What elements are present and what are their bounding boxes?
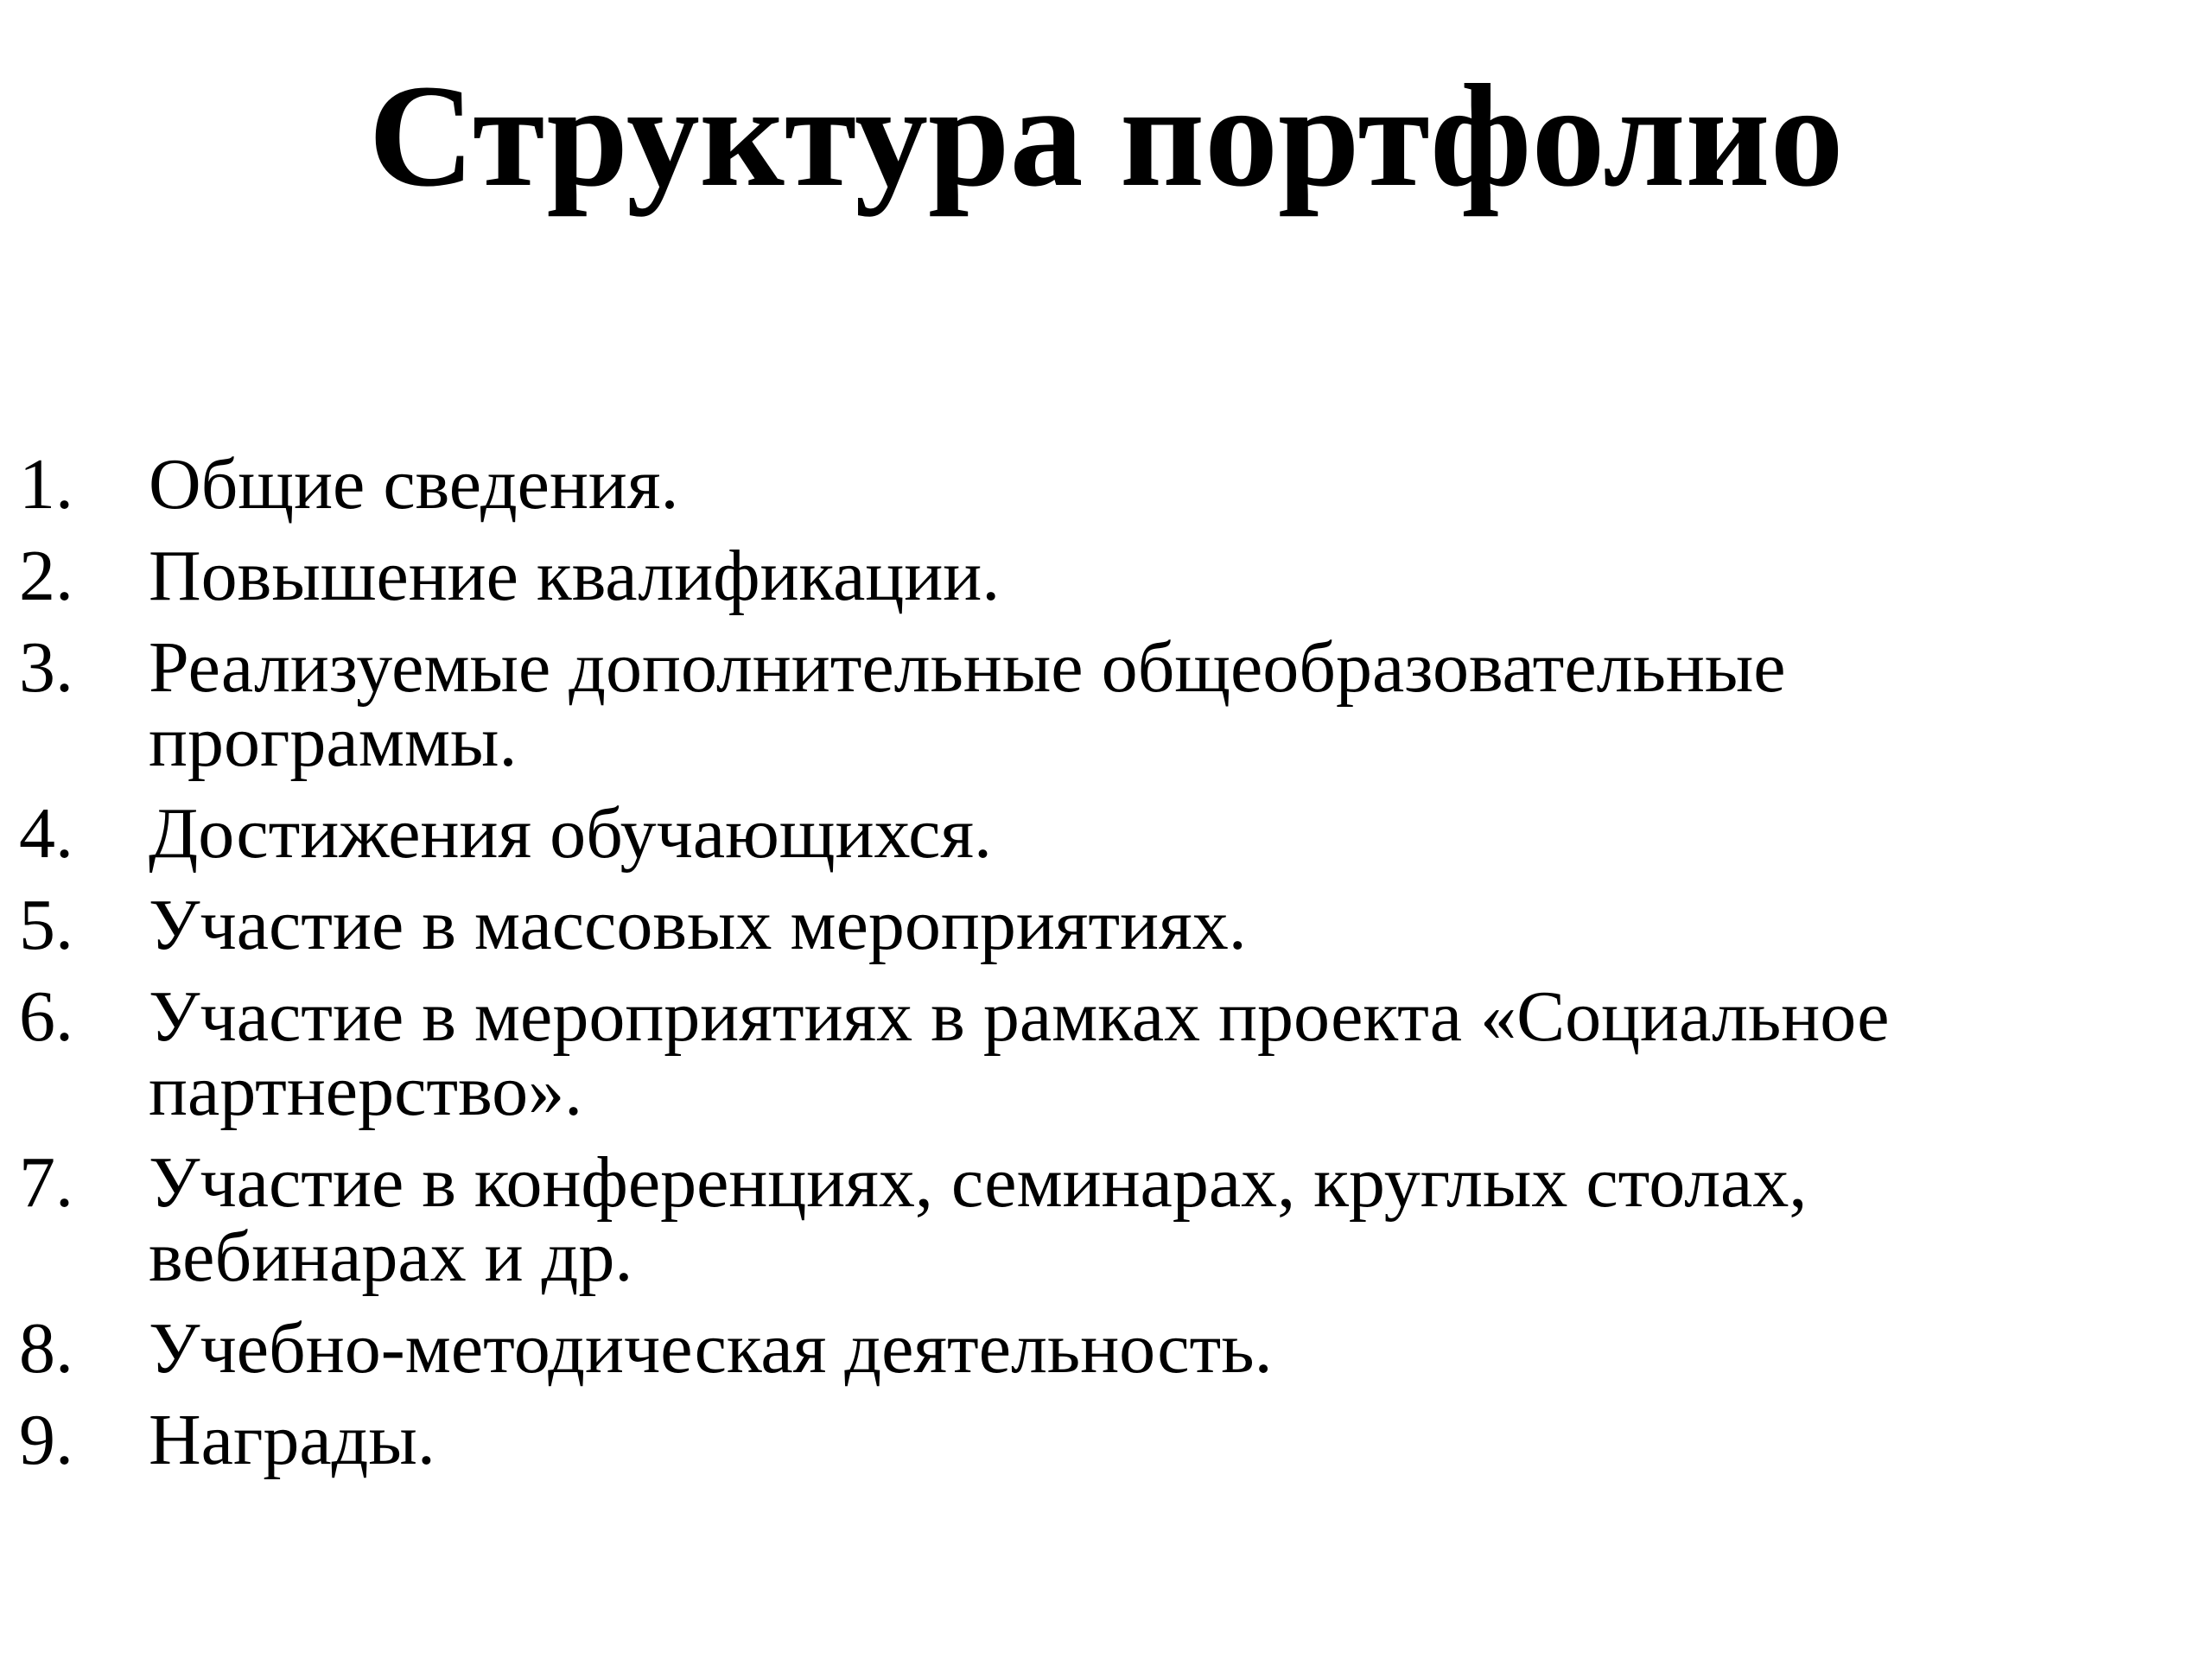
list-item-number: 8.: [19, 1308, 73, 1389]
list-item-text: Учебно-методическая деятельность.: [149, 1308, 1273, 1389]
list-item-number: 2.: [19, 536, 73, 616]
list-item-text: Достижения обучающихся.: [149, 793, 993, 874]
list-item-text: Награды.: [149, 1400, 435, 1480]
list-item: [19, 1142, 2127, 1297]
list-item-text: Общие сведения.: [149, 444, 679, 524]
list-item-text: Реализуемые дополнительные общеобразовательные программы.: [149, 627, 1786, 782]
list-item-number: 4.: [19, 793, 73, 874]
list-item-number: 7.: [19, 1142, 73, 1223]
list-item-text: Повышение квалификации.: [149, 536, 1001, 616]
slide-title: Структура портфолио: [368, 54, 1844, 217]
list-item: [19, 627, 2127, 782]
list-item-number: 5.: [19, 885, 73, 965]
list-item-text: Участие в мероприятиях в рамках проекта «Социальное партнерство».: [149, 976, 1890, 1131]
list-item: [19, 793, 2127, 874]
list-item: [19, 536, 2127, 616]
portfolio-structure-list: [19, 444, 2127, 1495]
list-item: [19, 444, 2127, 524]
list-item: [19, 885, 2127, 965]
list-item-text: Участие в конференциях, семинарах, круглых столах, вебинарах и др.: [149, 1142, 1808, 1297]
list-item-text: Участие в массовых мероприятиях.: [149, 885, 1247, 965]
list-item-number: 3.: [19, 627, 73, 708]
list-item-number: 6.: [19, 976, 73, 1057]
list-item: [19, 1400, 2127, 1480]
list-item-number: 1.: [19, 444, 73, 524]
list-item: [19, 976, 2127, 1131]
list-item: [19, 1308, 2127, 1389]
list-item-number: 9.: [19, 1400, 73, 1480]
